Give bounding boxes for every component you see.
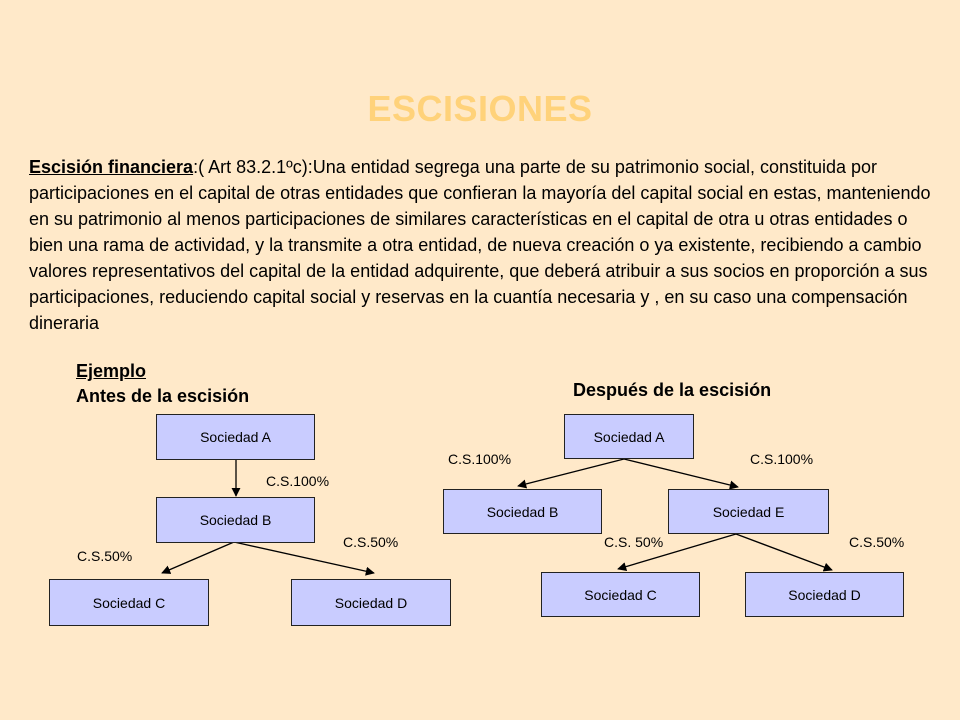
before-label-a-b: C.S.100% bbox=[266, 473, 330, 489]
arrow-after-e-d bbox=[736, 534, 832, 570]
arrow-before-b-c bbox=[162, 542, 234, 573]
before-label-b-d: C.S.50% bbox=[343, 534, 399, 550]
after-label-a-e: C.S.100% bbox=[750, 451, 814, 467]
arrow-after-a-b bbox=[518, 459, 624, 486]
before-box-sociedad-d: Sociedad D bbox=[291, 579, 451, 626]
page-title: ESCISIONES bbox=[367, 88, 593, 129]
before-heading: Antes de la escisión bbox=[76, 386, 250, 406]
after-heading: Después de la escisión bbox=[573, 380, 772, 400]
before-box-sociedad-c: Sociedad C bbox=[49, 579, 209, 626]
after-box-sociedad-e: Sociedad E bbox=[668, 489, 829, 534]
after-box-sociedad-a: Sociedad A bbox=[564, 414, 694, 459]
arrow-after-a-e bbox=[624, 459, 738, 487]
after-box-sociedad-b: Sociedad B bbox=[443, 489, 602, 534]
example-label: Ejemplo bbox=[76, 361, 147, 381]
after-label-a-b: C.S.100% bbox=[448, 451, 512, 467]
definition-term: Escisión financiera bbox=[29, 157, 194, 177]
before-box-sociedad-b: Sociedad B bbox=[156, 497, 315, 543]
after-box-sociedad-c: Sociedad C bbox=[541, 572, 700, 617]
after-label-e-d: C.S.50% bbox=[849, 534, 905, 550]
before-box-sociedad-a: Sociedad A bbox=[156, 414, 315, 460]
definition-text: :( Art 83.2.1ºc):Una entidad segrega una parte de su patrimonio social, constituida por participaciones en el capital de otras entidades que confieran la mayoría del capital social en estas, manteniendo en su patrimonio al menos participaciones de similares características en el capital de otra u otras entidades o bien una rama de actividad, y la transmite a otra entidad, de nueva creación o ya existente, recibiendo a cambio valores representativos del capital de la entidad adquirente, que deberá atribuir a sus socios en proporción a sus participaciones, reduciendo capital social y reservas en la cuantía necesaria y , en su caso una compensación dineraria bbox=[29, 157, 931, 333]
after-label-e-c: C.S. 50% bbox=[604, 534, 664, 550]
after-box-sociedad-d: Sociedad D bbox=[745, 572, 904, 617]
before-label-b-c: C.S.50% bbox=[77, 548, 133, 564]
